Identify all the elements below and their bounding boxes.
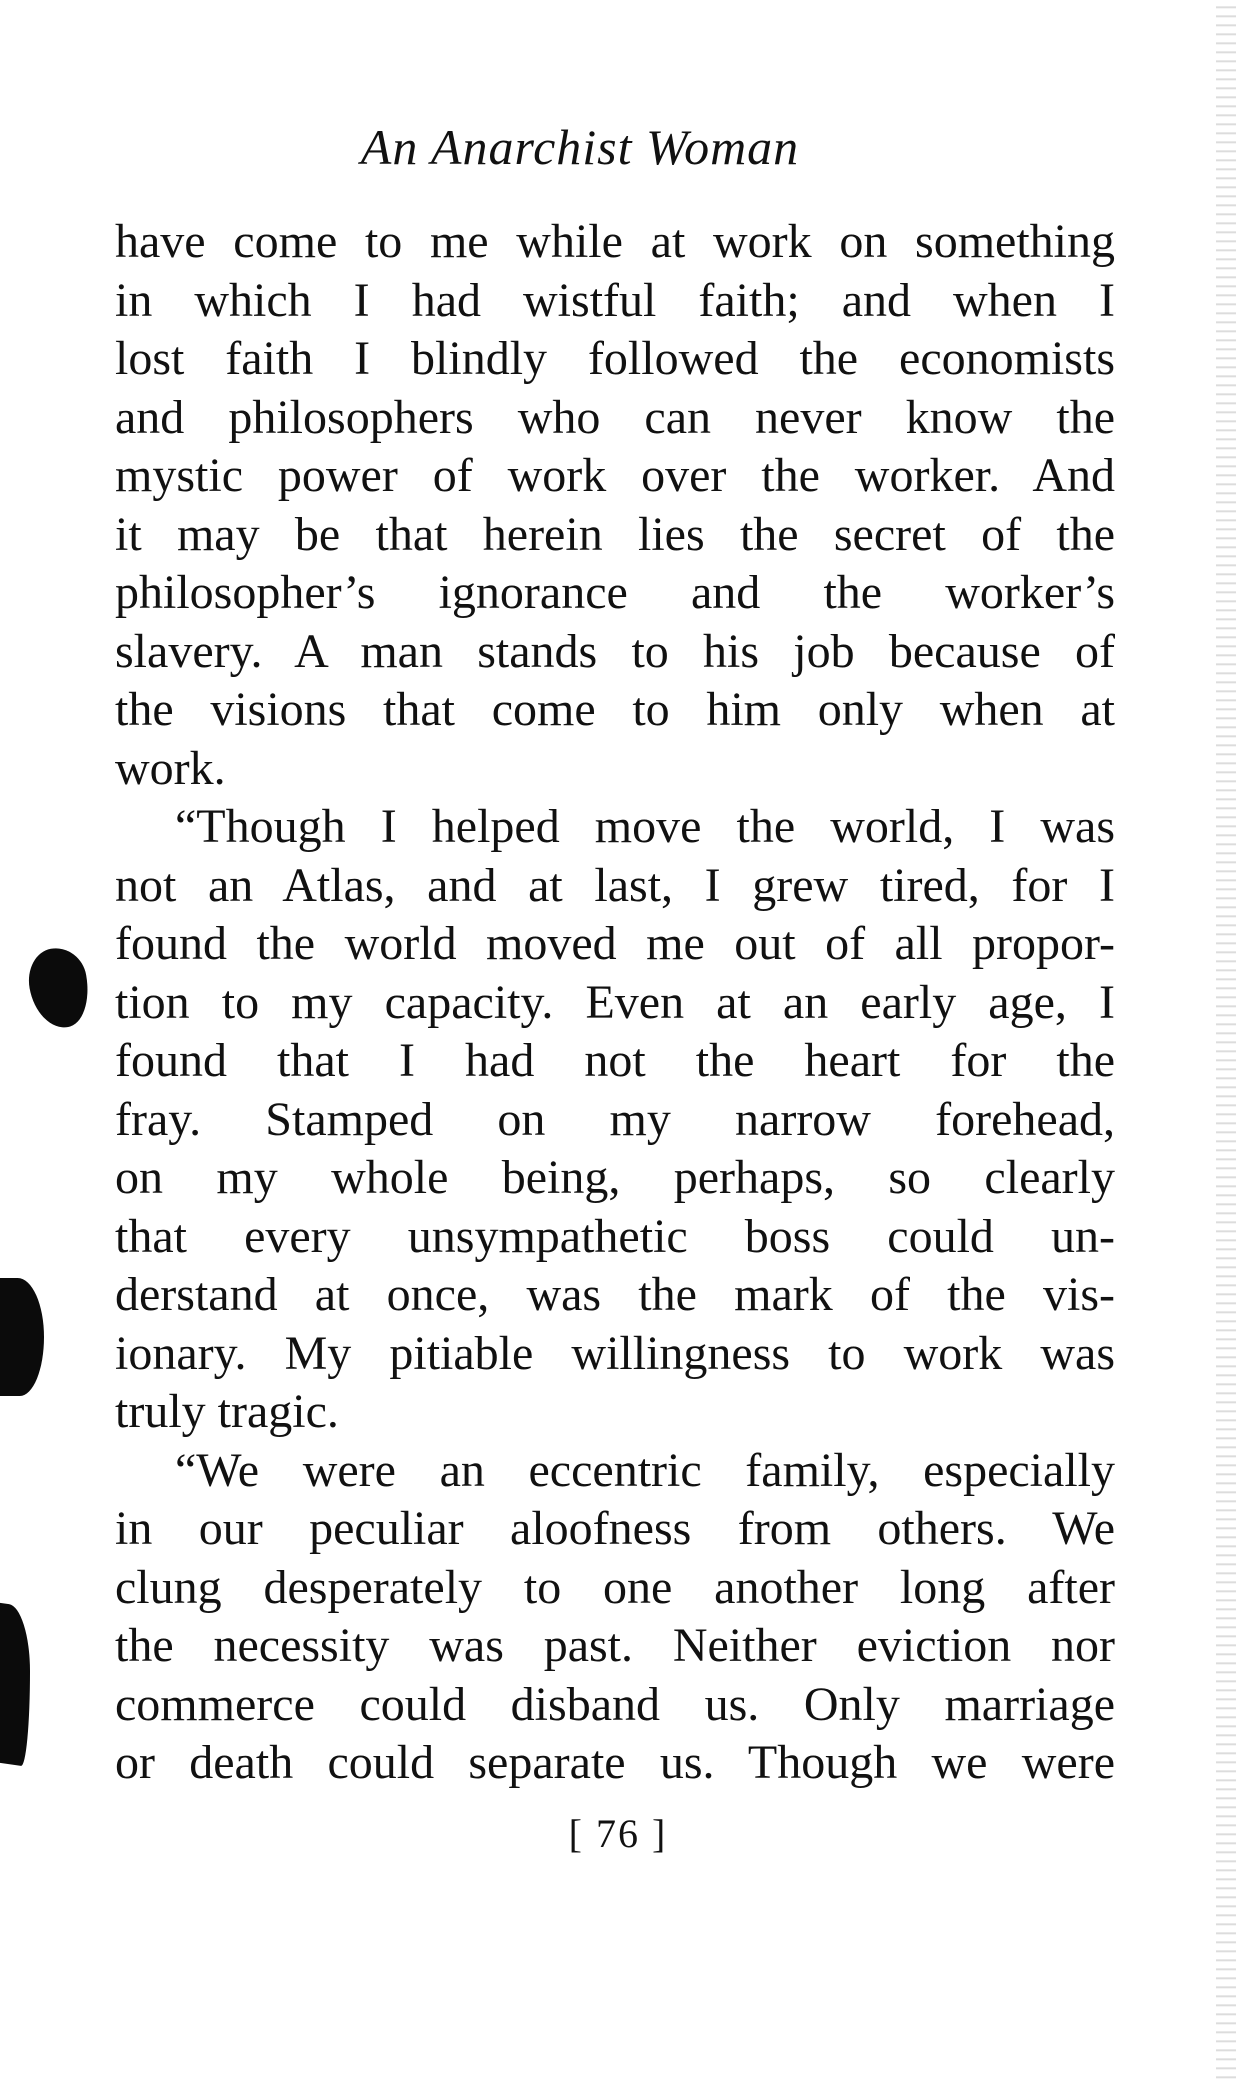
- text-line: fray. Stamped on my narrow forehead,: [115, 1092, 1115, 1146]
- ink-blot: [23, 944, 94, 1033]
- running-head: An Anarchist Woman: [360, 119, 800, 175]
- text-line: on my whole being, perhaps, so clearly: [115, 1151, 1115, 1204]
- text-line: not an Atlas, and at last, I grew tired, for I: [115, 858, 1115, 912]
- text-line: work.: [115, 741, 226, 795]
- text-line: “Though I helped move the world, I was: [175, 800, 1115, 853]
- text-line: truly tragic.: [115, 1385, 339, 1438]
- text-line: slavery. A man stands to his job because of: [115, 624, 1115, 678]
- text-line: found the world moved me out of all propor-: [115, 917, 1115, 970]
- text-line: it may be that herein lies the secret of the: [115, 507, 1115, 561]
- text-line: that every unsympathetic boss could un-: [115, 1209, 1115, 1263]
- page-number: [ 76 ]: [568, 1811, 668, 1856]
- body-text: [115, 213, 1115, 1793]
- text-line: derstand at once, was the mark of the vis-: [115, 1268, 1115, 1321]
- text-line: “We were an eccentric family, especially: [175, 1443, 1115, 1497]
- text-line: in which I had wistful faith; and when I: [115, 273, 1115, 327]
- page-edge: [1216, 0, 1236, 2082]
- text-line: and philosophers who can never know the: [115, 390, 1115, 444]
- text-line: clung desperately to one another long after: [115, 1560, 1115, 1614]
- text-line: the necessity was past. Neither eviction nor: [115, 1619, 1115, 1672]
- text-line: ionary. My pitiable willingness to work was: [115, 1326, 1115, 1380]
- text-line: have come to me while at work on something: [115, 215, 1115, 268]
- text-line: in our peculiar aloofness from others. We: [115, 1502, 1115, 1555]
- text-line: commerce could disband us. Only marriage: [115, 1677, 1115, 1731]
- ink-blot: [0, 1603, 30, 1767]
- text-line: lost faith I blindly followed the economists: [115, 332, 1115, 385]
- ink-blot: [0, 1278, 44, 1396]
- text-line: or death could separate us. Though we were: [115, 1736, 1115, 1789]
- text-line: philosopher’s ignorance and the worker’s: [115, 566, 1115, 619]
- text-line: mystic power of work over the worker. And: [115, 449, 1115, 502]
- text-line: tion to my capacity. Even at an early age, I: [115, 975, 1115, 1029]
- text-line: found that I had not the heart for the: [115, 1034, 1115, 1087]
- text-line: the visions that come to him only when at: [115, 683, 1115, 736]
